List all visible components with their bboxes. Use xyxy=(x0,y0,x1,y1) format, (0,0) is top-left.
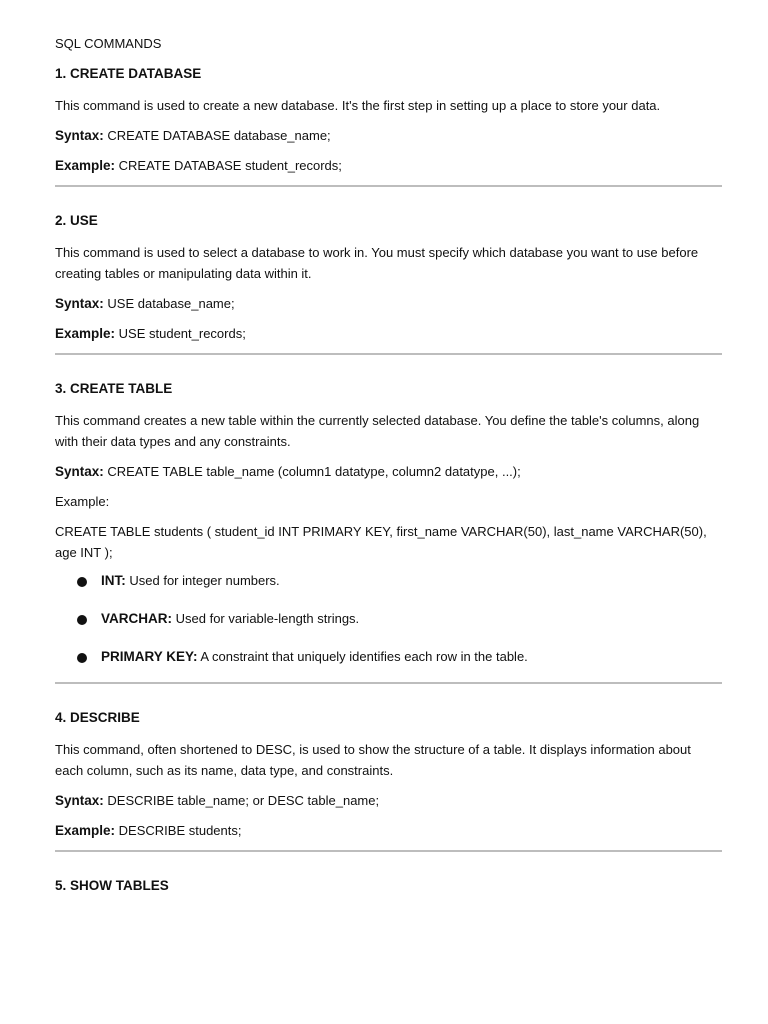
example-code: CREATE TABLE students ( student_id INT PRIMARY KEY, first_name VARCHAR(50), last_name VARCHAR(50), age INT ); xyxy=(55,524,707,560)
syntax-label: Syntax: xyxy=(55,793,104,808)
example-label: Example: xyxy=(55,823,116,838)
example-line xyxy=(55,820,722,841)
example-line xyxy=(55,323,722,344)
section-describe xyxy=(55,709,722,841)
syntax-label: Syntax: xyxy=(55,296,104,311)
document-title: SQL COMMANDS xyxy=(55,36,162,51)
bullet-term: VARCHAR: xyxy=(101,611,172,626)
section-heading: 1. CREATE DATABASE xyxy=(55,66,202,81)
section-show-tables xyxy=(55,877,722,895)
example-text: DESCRIBE students; xyxy=(118,823,242,838)
bullet-text: Used for variable-length strings. xyxy=(175,611,360,626)
syntax-label: Syntax: xyxy=(55,464,104,479)
syntax-text: CREATE DATABASE database_name; xyxy=(107,128,331,143)
list-item xyxy=(77,610,722,628)
section-heading: 3. CREATE TABLE xyxy=(55,381,173,396)
syntax-line xyxy=(55,461,722,482)
example-text: CREATE DATABASE student_records; xyxy=(118,158,342,173)
bullet-term: PRIMARY KEY: xyxy=(101,649,198,664)
example-heading: Example: xyxy=(55,494,110,509)
syntax-label: Syntax: xyxy=(55,128,104,143)
bullet-term: INT: xyxy=(101,573,126,588)
section-create-database xyxy=(55,65,722,176)
section-divider xyxy=(55,353,722,355)
bullet-text: Used for integer numbers. xyxy=(129,573,280,588)
syntax-text: CREATE TABLE table_name (column1 datatype, column2 datatype, ...); xyxy=(107,464,521,479)
datatype-list xyxy=(55,572,722,666)
section-create-table xyxy=(55,380,722,666)
section-description: This command creates a new table within the currently selected database. You define the table's columns, along with their data types and any constraints. xyxy=(55,413,700,449)
syntax-line xyxy=(55,293,722,314)
syntax-text: USE database_name; xyxy=(107,296,235,311)
section-divider xyxy=(55,850,722,852)
list-item xyxy=(77,648,722,666)
example-label: Example: xyxy=(55,158,116,173)
bullet-icon xyxy=(77,615,87,625)
syntax-line xyxy=(55,790,722,811)
bullet-text: A constraint that uniquely identifies each row in the table. xyxy=(200,649,528,664)
section-heading: 4. DESCRIBE xyxy=(55,710,140,725)
example-text: USE student_records; xyxy=(118,326,246,341)
section-description: This command is used to create a new database. It's the first step in setting up a place to store your data. xyxy=(55,98,661,113)
list-item xyxy=(77,572,722,590)
syntax-text: DESCRIBE table_name; or DESC table_name; xyxy=(107,793,380,808)
section-description: This command is used to select a database to work in. You must specify which database you want to use before creating tables or manipulating data within it. xyxy=(55,245,699,281)
section-description: This command, often shortened to DESC, is used to show the structure of a table. It displays information about each column, such as its name, data type, and constraints. xyxy=(55,742,691,778)
section-divider xyxy=(55,682,722,684)
section-heading: 5. SHOW TABLES xyxy=(55,878,169,893)
bullet-icon xyxy=(77,653,87,663)
example-line xyxy=(55,155,722,176)
section-heading: 2. USE xyxy=(55,213,98,228)
example-label: Example: xyxy=(55,326,116,341)
section-use xyxy=(55,212,722,344)
bullet-icon xyxy=(77,577,87,587)
section-divider xyxy=(55,185,722,187)
syntax-line xyxy=(55,125,722,146)
